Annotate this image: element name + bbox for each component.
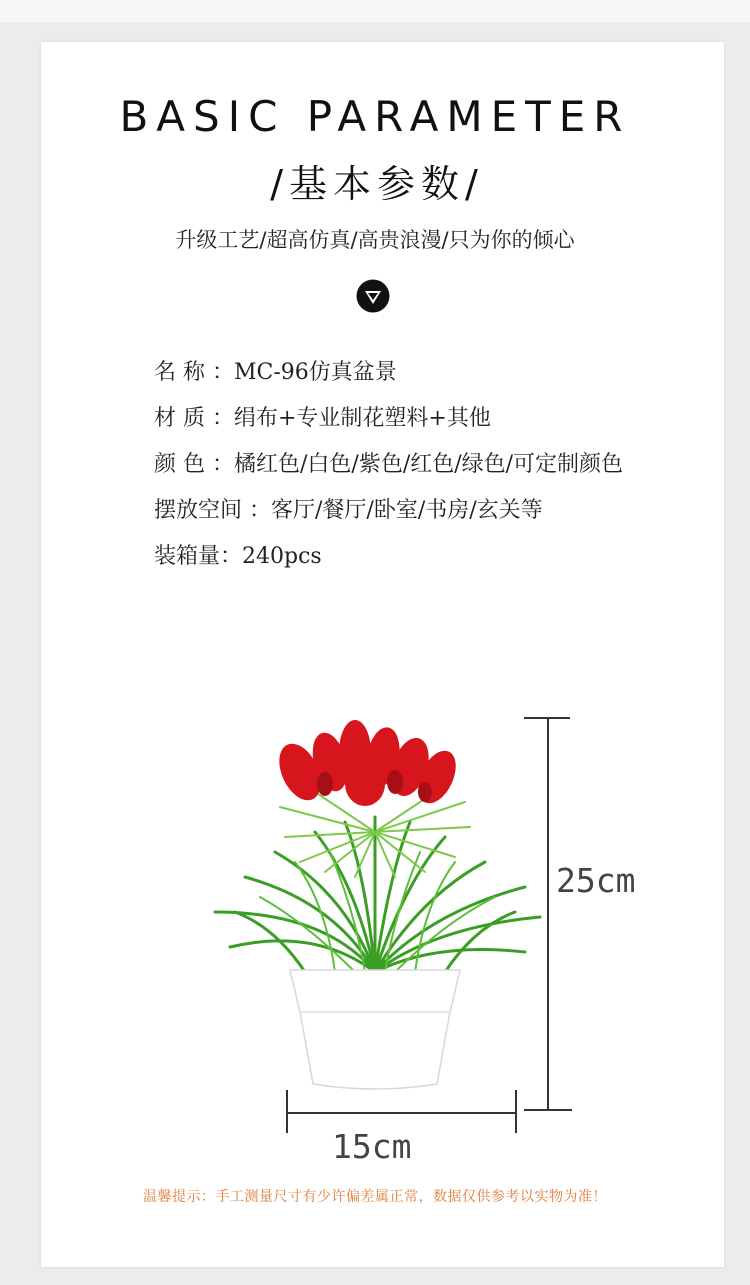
height-label: 25cm — [556, 861, 636, 900]
title-english: BASIC PARAMETER — [119, 92, 631, 141]
parameter-list — [154, 355, 623, 585]
param-label: 材 质 ： — [154, 406, 234, 431]
param-value: MC-96仿真盆景 — [234, 360, 397, 385]
param-value: 橘红色/白色/紫色/红色/绿色/可定制颜色 — [234, 452, 624, 477]
param-row-space — [154, 493, 623, 539]
param-row-color — [154, 447, 623, 493]
width-label: 15cm — [332, 1127, 412, 1166]
title-chinese: /基本参数/ — [270, 162, 484, 206]
red-flowers — [271, 720, 463, 809]
param-label: 装箱量： — [154, 544, 243, 569]
param-row-name — [154, 355, 623, 401]
param-value: 240pcs — [242, 544, 322, 569]
param-value: 绢布+专业制花塑料+其他 — [234, 406, 491, 431]
chevron-down-circle-icon — [356, 279, 390, 313]
param-row-material — [154, 401, 623, 447]
measurement-tip: 温馨提示：手工测量尺寸有少许偏差属正常，数据仅供参考以实物为准！ — [143, 1189, 607, 1205]
white-pot — [290, 970, 460, 1089]
param-value: 客厅/餐厅/卧室/书房/玄关等 — [271, 498, 543, 523]
slogan: 升级工艺/超高仿真/高贵浪漫/只为你的倾心 — [175, 228, 575, 252]
param-label: 颜 色 ： — [154, 452, 234, 477]
param-row-packing — [154, 539, 623, 585]
param-label: 摆放空间 ： — [154, 498, 271, 523]
grass-leaves — [215, 817, 540, 972]
potted-plant-image — [205, 712, 545, 1102]
param-label: 名 称 ： — [154, 360, 234, 385]
top-strip — [0, 0, 750, 22]
